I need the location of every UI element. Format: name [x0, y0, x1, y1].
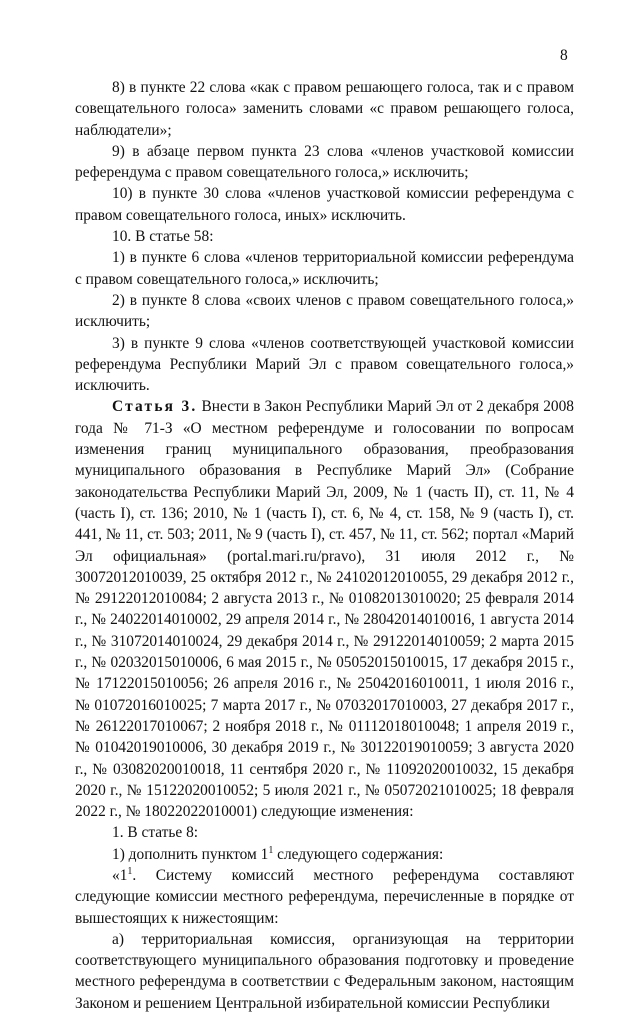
page-number: 8	[560, 47, 568, 64]
paragraph-8: 8) в пункте 22 слова «как с правом решающего голоса, так и с правом совещательного голоса» заменить словами «с правом решающего голоса, наблюдатели»;	[75, 79, 574, 139]
paragraph-58-2: 2) в пункте 8 слова «своих членов с правом совещательного голоса,» исключить;	[75, 291, 574, 331]
item-1-1: 1) дополнить пунктом $1^1$ следующего содержания:	[112, 844, 444, 863]
paragraph-58-3: 3) в пункте 9 слова «членов соответствующей участковой комиссии референдума Республики Марий Эл с правом совещательного голоса,» исключить.	[75, 334, 574, 395]
article-3-text: Внести в Закон Республики Марий Эл от 2 декабря 2008 года № 71-З «О местном референдуме и голосовании по вопросам изменения границ муниципального образования, преобразования муниципального образования в Республике Марий Эл» (Собрание законодательства Республики Марий Эл, 2009, № 1 (часть II), ст. 11, № 4 (часть I), ст. 136; 2010, № 1 (часть I), ст. 6, № 4, ст. 158, № 9 (часть I), ст. 441, № 11, ст. 503; 2011, № 9 (часть I), ст. 457, № 11, ст. 562; портал «Марий Эл официальная» (portal.mari.ru/pravo), 31 июля 2012 г., № 30072012010039, 25 октября 2012 г., № 24102012010055, 29 декабря 2012 г., № 29122012010084; 2 августа 2013 г., № 01082013010020; 25 февраля 2014 г., № 24022014010002, 29 апреля 2014 г., № 28042014010016, 1 августа 2014 г., № 31072014010024, 29 декабря 2014 г., № 29122014010059; 2 марта 2015 г., № 02032015010006, 6 мая 2015 г., № 05052015010015, 17 декабря 2015 г., № 17122015010056; 26 апреля 2016 г., № 25042016010011, 1 июля 2016 г., № 01072016010025; 7 марта 2017 г., № 07032017010003, 27 декабря 2017 г., № 26122017010067; 2 ноября 2018 г., № 01112018010048; 1 апреля 2019 г., № 01042019010006, 30 декабря 2019 г., № 30122019010059; 3 августа 2020 г., № 03082020010018, 11 сентября 2020 г., № 11092020010032, 15 декабря 2020 г., № 15122020010052; 5 июля 2021 г., № 05072021010025; 18 февраля 2022 г., № 18022022010001) следующие изменения:	[75, 398, 574, 821]
article-3-paragraph	[75, 396, 574, 822]
paragraph-58-1: 1) в пункте 6 слова «членов территориальной комиссии референдума с правом совещательного голоса,» исключить;	[75, 249, 574, 288]
item-1-heading: 1. В статье 8:	[112, 824, 199, 842]
article-3-heading: Статья 3.	[112, 398, 198, 416]
quoted-point-1-1: «$1^1$. Систему комиссий местного референдума составляют следующие комиссии местного референдума, перечисленные в порядке от вышестоящих к нижестоящим:	[75, 865, 574, 927]
item-a: а) территориальная комиссия, организующая на территории соответствующего муниципального образования подготовку и проведение местного референдума в соответствии с Федеральным законом, настоящим Законом и решением Центральной избирательной комиссии Республики	[75, 930, 574, 1012]
article-58-heading: 10. В статье 58:	[112, 228, 214, 246]
document-body	[75, 77, 574, 1014]
paragraph-10: 10) в пункте 30 слова «членов участковой комиссии референдума с правом совещательного голоса, иных» исключить.	[75, 185, 574, 224]
paragraph-9: 9) в абзаце первом пункта 23 слова «членов участковой комиссии референдума с правом совещательного голоса,» исключить;	[75, 142, 574, 182]
